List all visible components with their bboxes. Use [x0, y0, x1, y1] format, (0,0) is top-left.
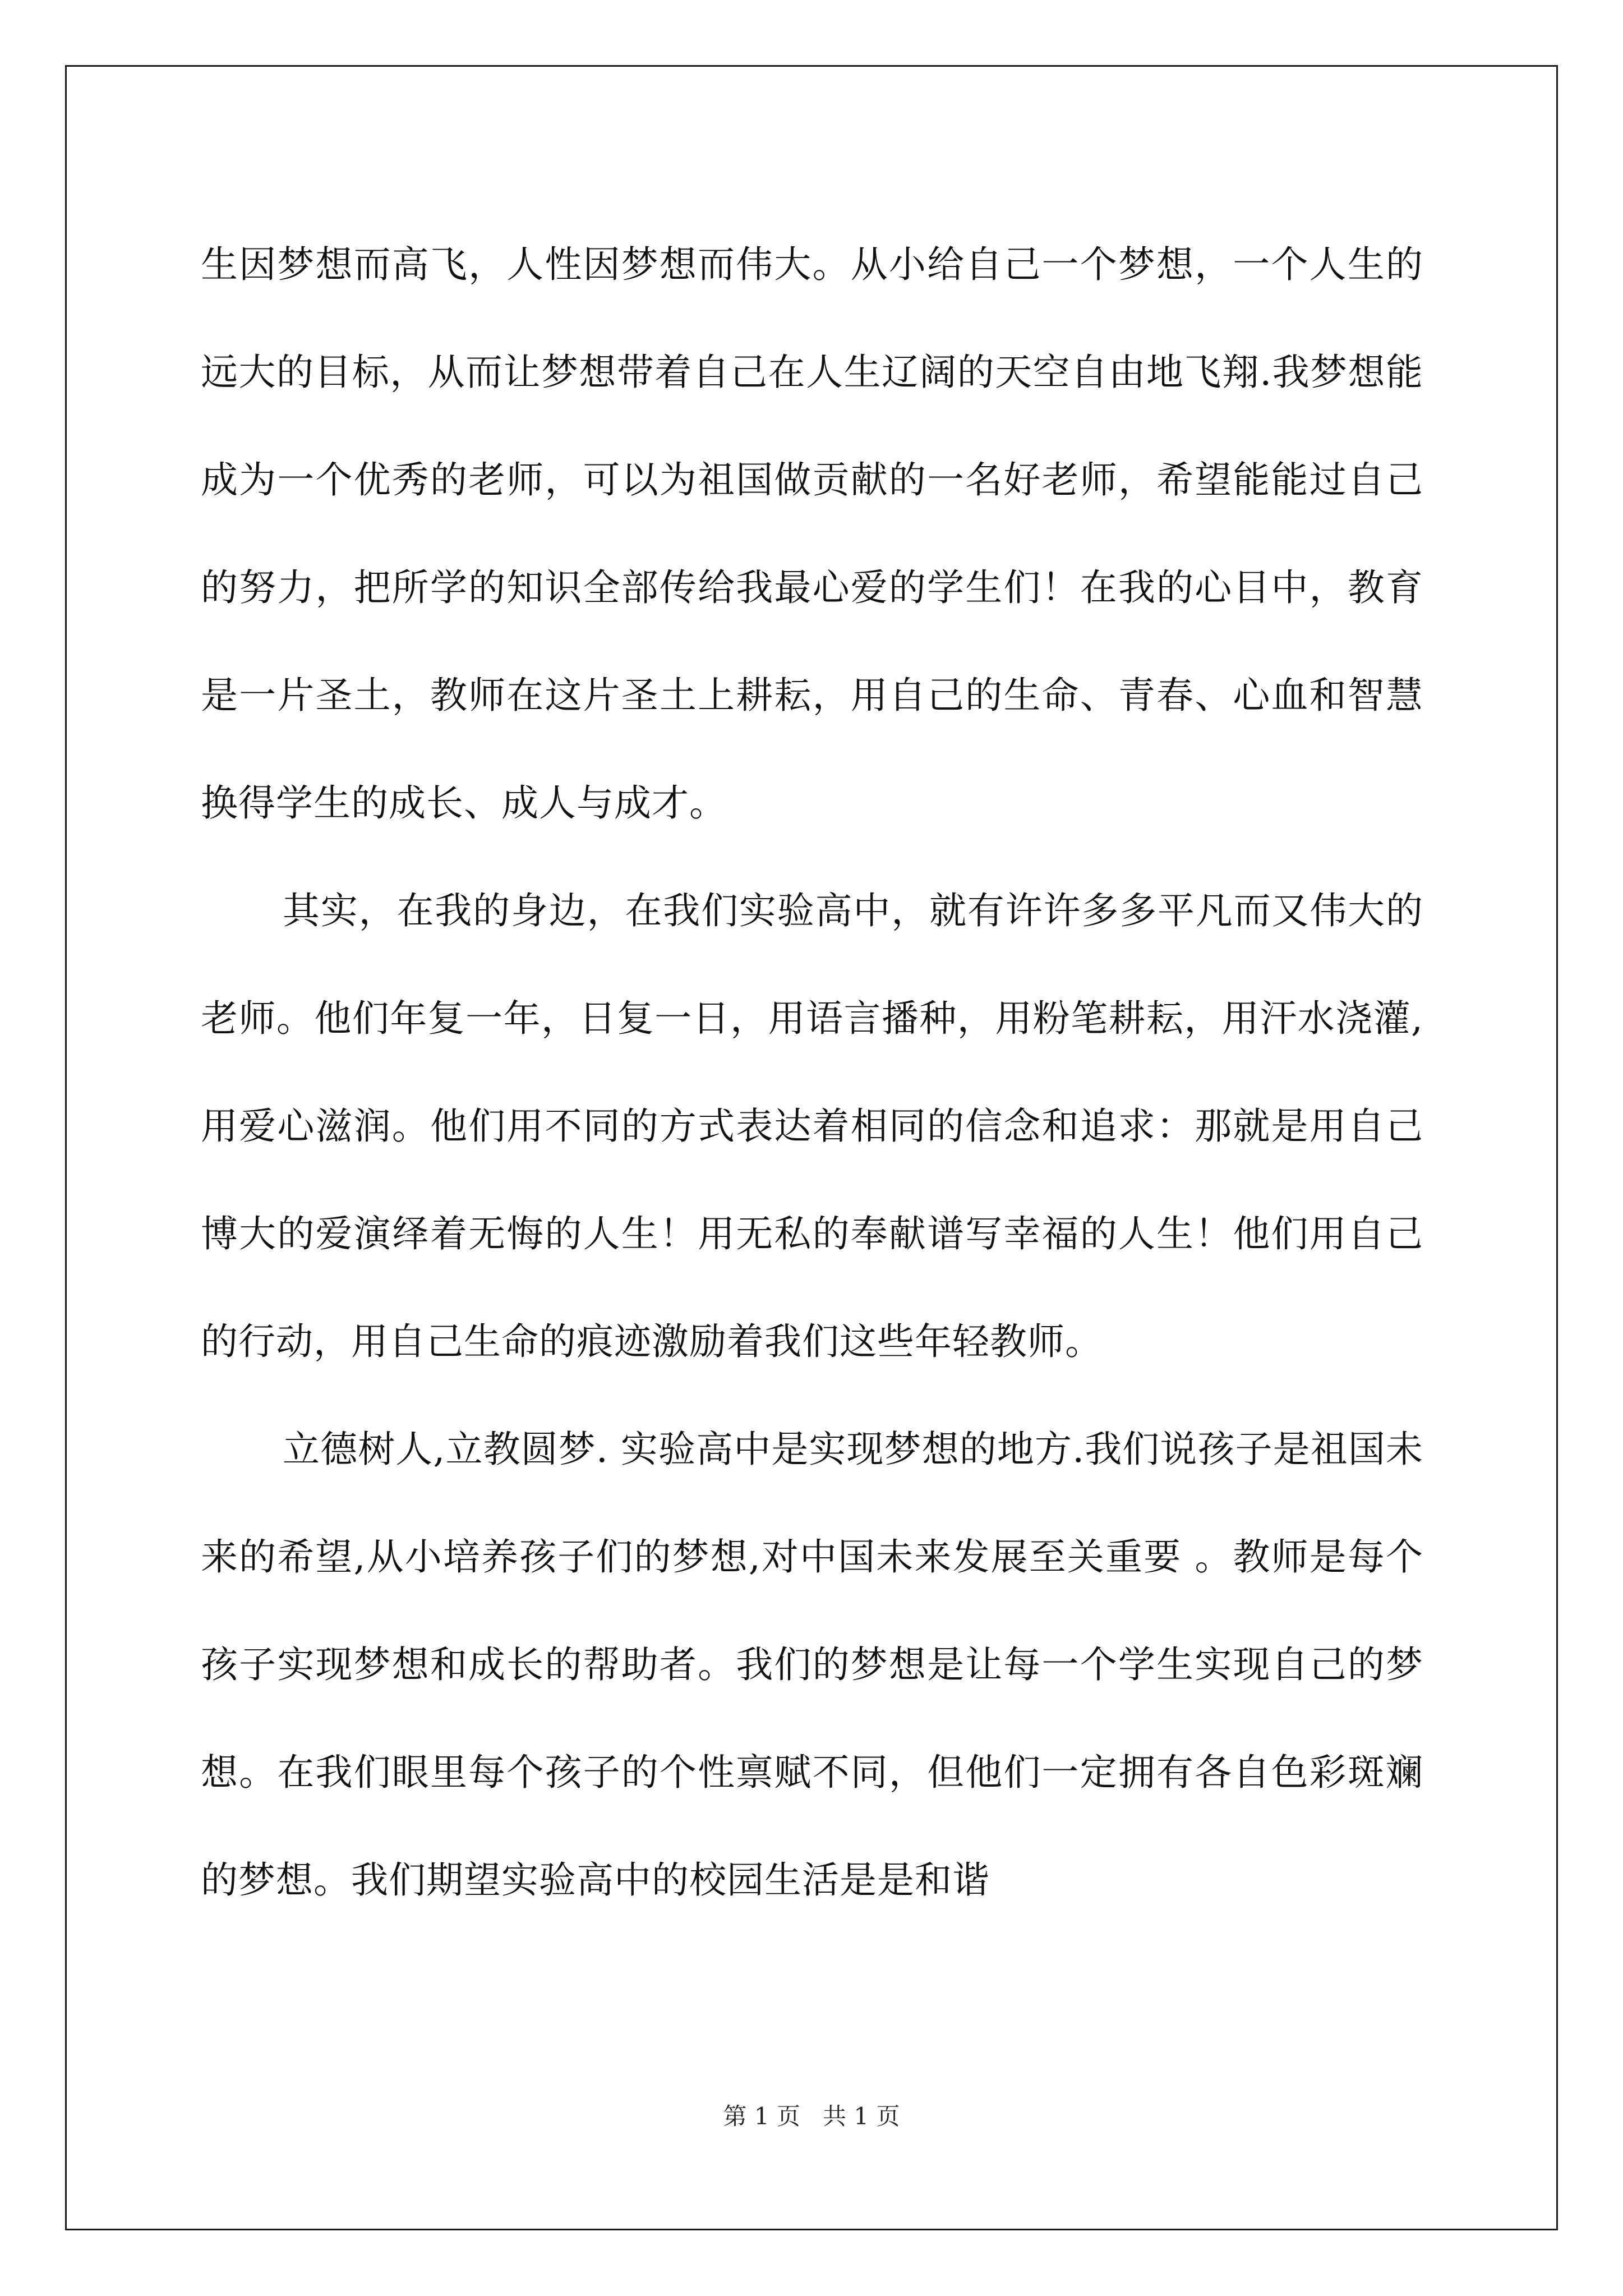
paragraph-1: 生因梦想而高飞，人性因梦想而伟大。从小给自己一个梦想，一个人生的远大的目标，从而让梦想带着自己在人生辽阔的天空自由地飞翔.我梦想能成为一个优秀的老师，可以为祖国做贡献的一名好老师，希望能能过自己的努力，把所学的知识全部传给我最心爱的学生们！在我的心目中，教育是一片圣土，教师在这片圣土上耕耘，用自己的生命、青春、心血和智慧换得学生的成长、成人与成才。: [201, 243, 1423, 825]
paragraph-3: 立德树人,立教圆梦. 实验高中是实现梦想的地方.我们说孩子是祖国未来的希望,从小培养孩子们的梦想,对中国未来发展至关重要 。教师是每个孩子实现梦想和成长的帮助者。我们的梦想是让每一个学生实现自己的梦想。在我们眼里每个孩子的个性禀赋不同，但他们一定拥有各自色彩斑斓的梦想。我们期望实验高中的校园生活是是和谐: [201, 1428, 1423, 1902]
document-body: [201, 211, 1423, 1934]
paragraph-2: 其实，在我的身边，在我们实验高中，就有许许多多平凡而又伟大的老师。他们年复一年，日复一日，用语言播种，用粉笔耕耘，用汗水浇灌,用爱心滋润。他们用不同的方式表达着相同的信念和追求：那就是用自己博大的爱演绎着无悔的人生！用无私的奉献谱写幸福的人生！他们用自己的行动，用自己生命的痕迹激励着我们这些年轻教师。: [201, 889, 1423, 1363]
page-footer: 第 1 页 共 1 页: [723, 2102, 900, 2130]
